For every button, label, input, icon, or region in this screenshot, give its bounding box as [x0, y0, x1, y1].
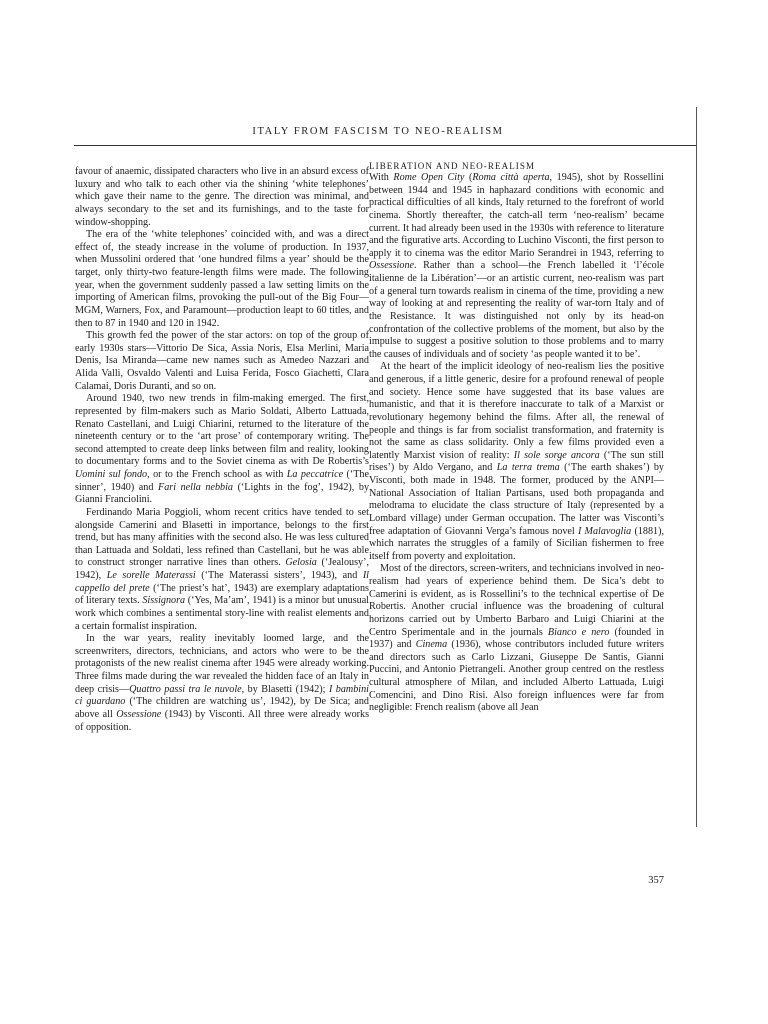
film-title: Quattro passi tra le nuvole [129, 683, 242, 695]
film-title: Ossessione [116, 708, 162, 720]
film-title: Il cappello del prete [75, 570, 369, 594]
paragraph: Most of the directors, screen-writers, and technicians involved in neo-realism had years of experience behind them. De Sica’s debt to Camerini is evident, as is Rossellini’s to the technical expertise of De Robertis. Another crucial influence was the broadening of cultural horizons carried out by Umberto Barbaro and Luigi Chiarini at the Centro Sperimentale and in the journals Bianco e nero (founded in 1937) and Cinema (1936), whose contributors included future writers and directors such as Carlo Lizzani, Giuseppe De Santis, Gianni Puccini, and Antonio Pietrangeli. Another group centred on the restless cultural atmosphere of Milan, and included Alberto Lattuada, Luigi Comencini, and Dino Risi. Also foreign influences were far from negligible: French realism (above all Jean [369, 563, 664, 714]
paragraph: With Rome Open City (Roma città aperta, 1945), shot by Rossellini between 1944 and 1945 in haphazard conditions with economic and practical difficulties of all kinds, Italy returned to the forefront of world cinema. Shortly thereafter, the catch-all term ‘neo-realism’ became current. It had already been used in the 1930s with reference to literature and the figurative arts. According to Luchino Visconti, the first person to apply it to cinema was the editor Mario Serandrei in 1943, referring to Ossessione. Rather than a school—the French labelled it ‘l’école italienne de la Libération’—or an artistic current, neo-realism was part of a general turn towards realism in cinema of the time, providing a new way of looking at and representing the reality of war-torn Italy and of the Resistance. It was distinguished not only by its head-on confrontation of the collective problems of the moment, but also by the impulse to suggest a positive solution to those problems and to marry the causes of individuals and of society ‘as people wanted it to be’. [369, 172, 664, 360]
paragraph: This growth fed the power of the star actors: on top of the group of early 1930s stars—Vittorio De Sica, Assia Noris, Elsa Merlini, Maria Denis, Isa Miranda—came new names such as Amedeo Nazzari and Alida Valli, Osvaldo Valenti and Luisa Ferida, Fosco Giachetti, Clara Calamai, Doris Duranti, and so on. [75, 330, 369, 392]
film-title: La peccatrice [286, 469, 344, 480]
film-title: Rome Open City [393, 172, 465, 183]
section-heading: LIBERATION AND NEO-REALISM [369, 161, 536, 171]
page-number: 357 [648, 875, 664, 886]
paragraph: At the heart of the implicit ideology of neo-realism lies the positive and generous, if a little generic, desire for a profound renewal of people and society. Hence some have suggested that its base values are humanistic, and that it is therefore inaccurate to talk of a Marxist or revolutionary hegemony behind the films. After all, the renewal of people and things is far from socialist transformation, and fraternity is not the same as class solidarity. Only a few films provided even a latently Marxist vision of reality: Il sole sorge ancora (‘The sun still rises’) by Aldo Vergano, and La terra trema (‘The earth shakes’) by Visconti, both made in 1948. The former, produced by the ANPI—National Association of Italian Partisans, used both propaganda and melodrama to elucidate the class structure of Italy (represented by a Lombard village) under German occupation. The latter was Visconti’s free adaptation of Giovanni Verga’s famous novel I Malavoglia (1881), which narrates the struggles of a family of Sicilian fishermen to free itself from poverty and exploitation. [369, 361, 664, 562]
film-title: Il sole sorge ancora [513, 449, 600, 461]
paragraph: Ferdinando Maria Poggioli, whom recent critics have tended to set alongside Camerini and Blasetti in importance, belongs to the first trend, but has many affinities with the second also. He was less cultured than Lattuada and Soldati, less refined than Castellani, but he was able to construct stronger narrative lines than others. Gelosia (‘Jealousy’, 1942), Le sorelle Materassi (‘The Materassi sisters’, 1943), and Il cappello del prete (‘The priest’s hat’, 1943) are exemplary adaptations of literary texts. Sissignora (‘Yes, Ma’am’, 1941) is a minor but unusual work which combines a sentimental story-line with realist elements and a certain formalist inspiration. [75, 506, 369, 632]
film-title: I Malavoglia [577, 525, 632, 537]
left-column [75, 166, 369, 734]
header-rule [74, 145, 697, 146]
right-column [369, 160, 664, 715]
film-title: Le sorelle Materassi [106, 570, 196, 581]
film-title: Sissignora [142, 595, 186, 607]
paragraph: favour of anaemic, dissipated characters who live in an absurd excess of luxury and who talk to each other via the shining ‘white telephones’ which gave their name to the genre. The direction was minimal, and always secondary to the set and its furnishings, and to the taste for window-shopping. [75, 166, 369, 228]
film-title: La terra trema [496, 462, 560, 474]
film-title: Uomini sul fondo [75, 469, 148, 480]
margin-rule [696, 107, 697, 827]
journal-title: Bianco e nero [547, 626, 610, 638]
film-title: I bambini ci guardano [75, 683, 369, 708]
film-title: Roma città aperta [472, 172, 550, 183]
paragraph: Around 1940, two new trends in film-making emerged. The first, represented by film-makers such as Mario Soldati, Alberto Lattuada, Renato Castellani, and Luigi Chiarini, returned to the literature of the nineteenth century or to the ‘art prose’ of contemporary writing. The second attempted to create deep links between film and reality, looking to documentary forms and to the Soviet cinema as with De Robertis’s Uomini sul fondo, or to the French school as with La peccatrice (‘The sinner’, 1940) and Fari nella nebbia (‘Lights in the fog’, 1942), by Gianni Franciolini. [75, 393, 370, 506]
paragraph: The era of the ‘white telephones’ coincided with, and was a direct effect of, the steady increase in the volume of production. In 1937, when Mussolini ordered that ‘one hundred films a year’ should be the target, only thirty-two feature-length films were made. The following year, when the government suddenly passed a law setting limits on the importing of American films, provoking the pull-out of the Big Four—MGM, Warners, Fox, and Paramount—production leapt to 60 titles, and then to 87 in 1940 and 120 in 1942. [75, 229, 369, 329]
film-title: Fari nella nebbia [158, 481, 233, 493]
running-header-title: ITALY FROM FASCISM TO NEO-REALISM [252, 126, 504, 137]
journal-title: Cinema [415, 639, 448, 651]
paragraph: In the war years, reality inevitably loomed large, and the screenwriters, directors, technicians, and actors who were to be the protagonists of the new realist cinema after 1945 were already working. Three films made during the war revealed the hidden face of an Italy in deep crisis—Quattro passi tra le nuvole, by Blasetti (1942); I bambini ci guardano (‘The children are watching us’, 1942), by De Sica; and above all Ossessione (1943) by Visconti. All three were already works of opposition. [75, 633, 370, 733]
film-title: Ossessione [369, 260, 414, 272]
film-title: Gelosia [285, 557, 317, 569]
